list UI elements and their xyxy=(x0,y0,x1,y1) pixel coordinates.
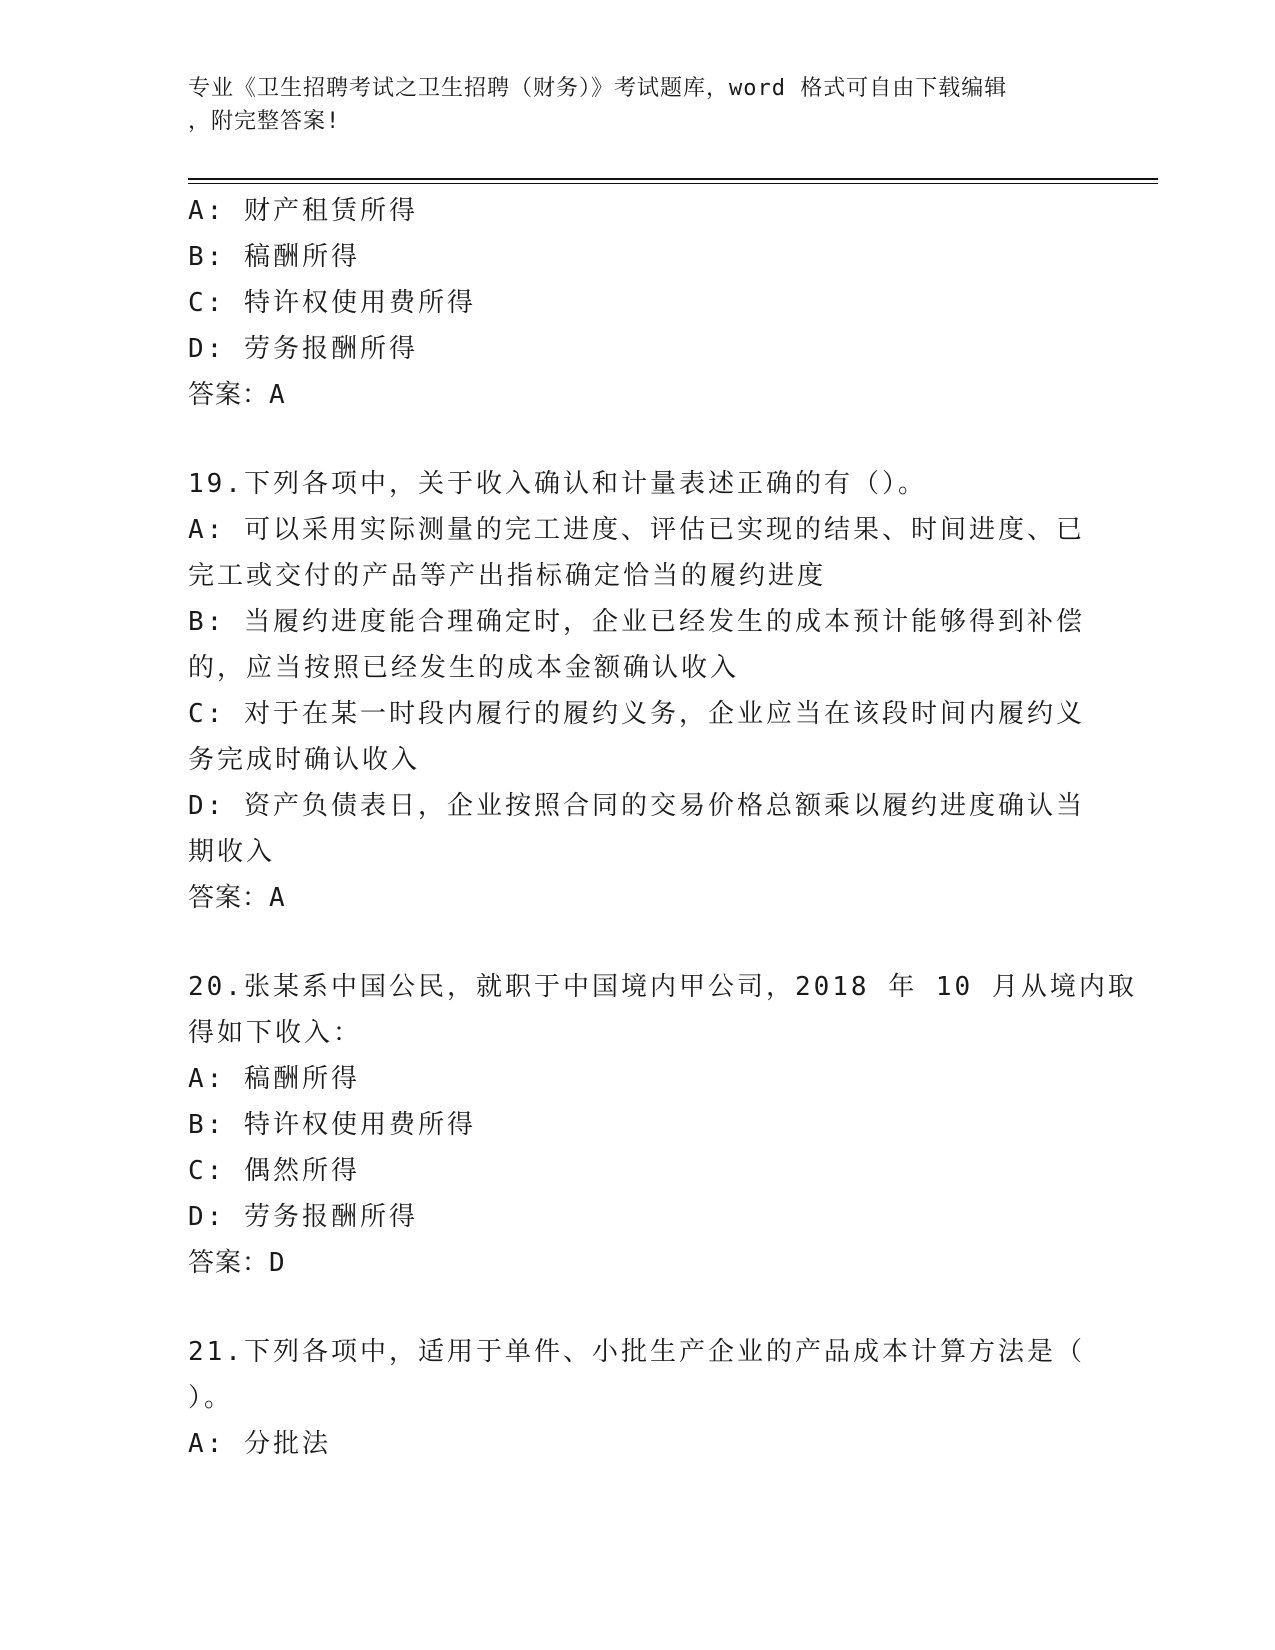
header-line-1: 专业《卫生招聘考试之卫生招聘（财务）》考试题库，word 格式可自由下载编辑 xyxy=(188,76,1008,101)
option-c-line-1: C: 对于在某一时段内履行的履约义务，企业应当在该段时间内履约义 xyxy=(188,699,1085,729)
answer-label: 答案： xyxy=(188,380,270,410)
answer-value: A xyxy=(269,883,286,913)
option-d: D: 劳务报酬所得 xyxy=(188,1202,418,1232)
option-b-line-1: B: 当履约进度能合理确定时，企业已经发生的成本预计能够得到补偿 xyxy=(188,607,1085,637)
option-a: A: 财产租赁所得 xyxy=(188,196,418,226)
option-a-line-1: A: 可以采用实际测量的完工进度、评估已实现的结果、时间进度、已 xyxy=(188,515,1085,545)
option-d: D: 劳务报酬所得 xyxy=(188,334,418,364)
option-d-line-2: 期收入 xyxy=(188,837,276,867)
answer-line xyxy=(188,1240,1078,1286)
question-text-line-1: 20.张某系中国公民，就职于中国境内甲公司，2018 年 10 月从境内取 xyxy=(188,972,1137,1002)
question-21 xyxy=(188,1329,1085,1467)
option-c-line-2: 务完成时确认收入 xyxy=(188,745,421,775)
answer-label: 答案： xyxy=(188,883,270,913)
question-18 xyxy=(188,188,1078,418)
spacer xyxy=(188,418,1078,461)
header-divider xyxy=(188,178,1158,184)
spacer xyxy=(188,921,1078,964)
question-text-line-2: 得如下收入： xyxy=(188,1018,363,1048)
header-line-2: ，附完整答案! xyxy=(188,109,341,134)
answer-label: 答案： xyxy=(188,1248,270,1278)
document-header xyxy=(188,72,1068,138)
option-b-line-2: 的，应当按照已经发生的成本金额确认收入 xyxy=(188,653,740,683)
option-b: B: 稿酬所得 xyxy=(188,242,360,272)
option-d-line-1: D: 资产负债表日，企业按照合同的交易价格总额乘以履约进度确认当 xyxy=(188,791,1085,821)
option-c: C: 偶然所得 xyxy=(188,1156,360,1186)
question-text: 19.下列各项中，关于收入确认和计量表述正确的有（）。 xyxy=(188,469,927,499)
answer-line xyxy=(188,372,1078,418)
question-19 xyxy=(188,461,1085,921)
option-a: A: 分批法 xyxy=(188,1429,331,1459)
answer-value: D xyxy=(269,1248,286,1278)
spacer xyxy=(188,1286,1078,1329)
question-text-line-1: 21.下列各项中，适用于单件、小批生产企业的产品成本计算方法是（ xyxy=(188,1337,1085,1367)
option-a: A: 稿酬所得 xyxy=(188,1064,360,1094)
answer-value: A xyxy=(269,380,286,410)
question-20 xyxy=(188,964,1137,1286)
question-text-line-2: ）。 xyxy=(188,1383,234,1413)
option-a-line-2: 完工或交付的产品等产出指标确定恰当的履约进度 xyxy=(188,561,827,591)
option-b: B: 特许权使用费所得 xyxy=(188,1110,476,1140)
question-list xyxy=(188,188,1137,1467)
option-c: C: 特许权使用费所得 xyxy=(188,288,476,318)
answer-line xyxy=(188,875,1078,921)
